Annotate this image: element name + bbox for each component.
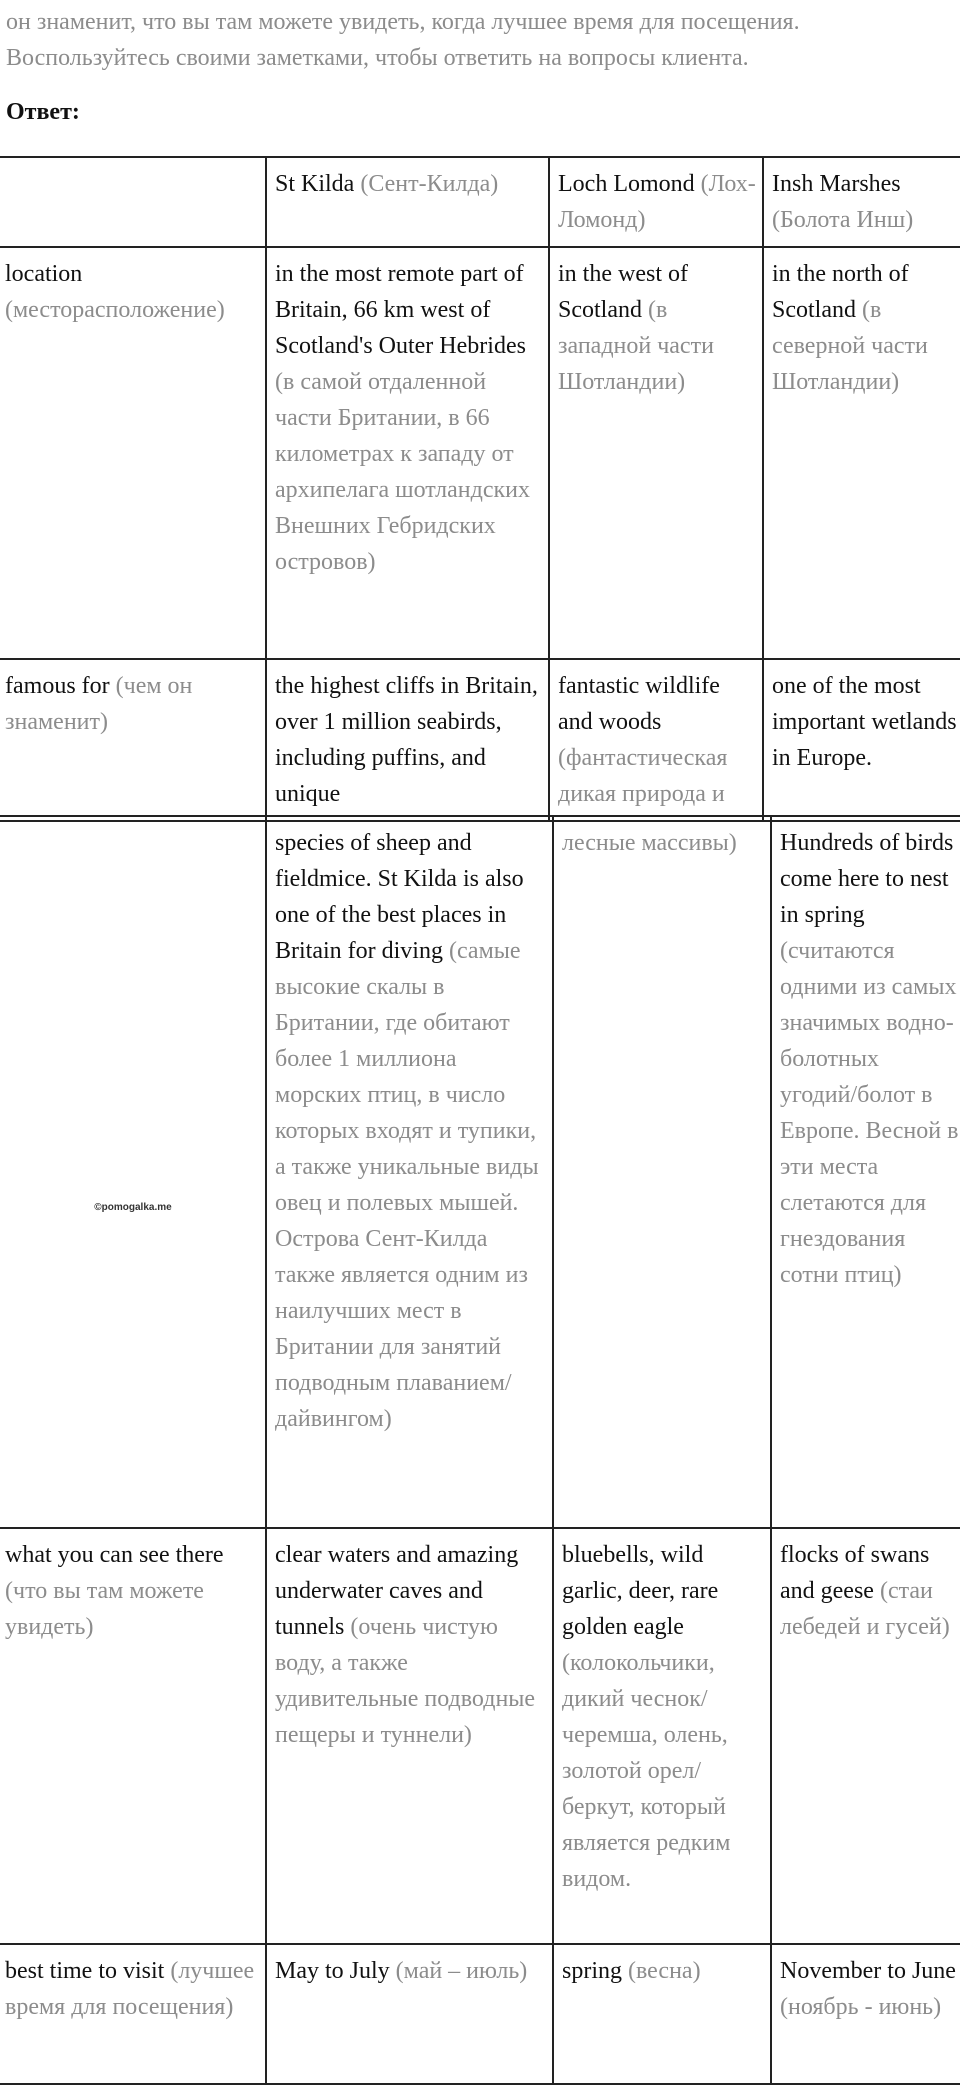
cell-ru: лесные массивы) bbox=[562, 830, 737, 856]
cell-ru: (май – июль) bbox=[395, 1958, 528, 1984]
row-label-best-time bbox=[0, 1944, 266, 2084]
row-label-empty bbox=[0, 816, 266, 1528]
cell-en: flocks of swans and geese bbox=[780, 1542, 930, 1604]
table-row-famous-for bbox=[0, 659, 960, 821]
cell-en: in the west of Scotland bbox=[558, 261, 688, 323]
cell-ru: (считаются одними из самых значимых водно-болотных угодий/болот в Европе. Весной в эти места слетаются для гнездования сотни птиц) bbox=[780, 938, 959, 1288]
cell-insh-marshes-famous-continued bbox=[771, 816, 960, 1528]
header-insh-marshes bbox=[763, 157, 960, 247]
header-ru: (Лох-Ломонд) bbox=[558, 171, 756, 233]
header-loch-lomond bbox=[549, 157, 763, 247]
row-label-en: location bbox=[5, 261, 83, 287]
header-empty-cell bbox=[0, 157, 266, 247]
cell-en: one of the most important wetlands in Europe. bbox=[772, 673, 957, 771]
row-label-en: best time to visit bbox=[5, 1958, 165, 1984]
cell-loch-lomond-famous-continued bbox=[553, 816, 771, 1528]
cell-en: species of sheep and fieldmice. St Kilda is also one of the best places in Britain for diving bbox=[275, 830, 524, 964]
table-row-location bbox=[0, 247, 960, 659]
cell-ru: (в самой отдаленной части Британии, в 66 километрах к западу от архипелага шотландских Внешних Гебридских островов) bbox=[275, 369, 531, 575]
table-row-best-time bbox=[0, 1944, 960, 2084]
cell-st-kilda-famous-continued bbox=[266, 816, 553, 1528]
cell-en: May to July bbox=[275, 1958, 390, 1984]
cell-en: Hundreds of birds come here to nest in spring bbox=[780, 830, 954, 928]
header-st-kilda bbox=[266, 157, 549, 247]
cell-ru: (очень чистую воду, а также удивительные подводные пещеры и туннели) bbox=[275, 1614, 536, 1748]
row-label-ru: (что вы там можете увидеть) bbox=[5, 1578, 204, 1640]
cell-ru: (самые высокие скалы в Британии, где обитают более 1 миллиона морских птиц, в число которых входят и тупики, а также уникальные виды овец и полевых мышей. Острова Сент-Килда также является одним из наилучших мест в Британии для занятий подводным плаванием/дайвингом) bbox=[275, 938, 539, 1432]
answer-label: Ответ: bbox=[6, 99, 80, 125]
cell-en: bluebells, wild garlic, deer, rare golden eagle bbox=[562, 1542, 719, 1640]
cell-loch-lomond-location bbox=[549, 247, 763, 659]
intro-line-1: он знаменит, что вы там можете увидеть, когда лучшее время для посещения. bbox=[6, 9, 800, 35]
cell-en: in the north of Scotland bbox=[772, 261, 909, 323]
header-en: St Kilda bbox=[275, 171, 355, 197]
cell-en: fantastic wildlife and woods bbox=[558, 673, 720, 735]
row-label-en: famous for bbox=[5, 673, 110, 699]
intro-text bbox=[6, 4, 956, 76]
cell-insh-marshes-location bbox=[763, 247, 960, 659]
cell-ru: (стаи лебедей и гусей) bbox=[780, 1578, 950, 1640]
intro-line-2: Воспользуйтесь своими заметками, чтобы ответить на вопросы клиента. bbox=[6, 45, 749, 71]
answer-table-part-2 bbox=[0, 815, 960, 2085]
cell-loch-lomond-famous bbox=[549, 659, 763, 821]
cell-ru: (фантастическая дикая природа и bbox=[558, 745, 728, 807]
cell-loch-lomond-see bbox=[553, 1528, 771, 1944]
row-label-ru: (лучшее время для посещения) bbox=[5, 1958, 255, 2020]
header-ru: (Сент-Килда) bbox=[360, 171, 499, 197]
row-label-famous-for bbox=[0, 659, 266, 821]
row-label-en: what you can see there bbox=[5, 1542, 224, 1568]
cell-ru: (в западной части Шотландии) bbox=[558, 297, 714, 395]
cell-en: clear waters and amazing underwater caves and tunnels bbox=[275, 1542, 519, 1640]
cell-ru: (ноябрь - июнь) bbox=[780, 1994, 942, 2020]
row-label-location bbox=[0, 247, 266, 659]
cell-ru: (в северной части Шотландии) bbox=[772, 297, 928, 395]
cell-en: November to June bbox=[780, 1958, 956, 1984]
cell-st-kilda-best-time bbox=[266, 1944, 553, 2084]
cell-en: the highest cliffs in Britain, over 1 million seabirds, including puffins, and unique bbox=[275, 673, 538, 807]
cell-en: spring bbox=[562, 1958, 622, 1984]
cell-en: in the most remote part of Britain, 66 km west of Scotland's Outer Hebrides bbox=[275, 261, 526, 359]
cell-insh-marshes-best-time bbox=[771, 1944, 960, 2084]
cell-insh-marshes-see bbox=[771, 1528, 960, 1944]
row-label-what-you-can-see bbox=[0, 1528, 266, 1944]
row-label-ru: (месторасположение) bbox=[5, 297, 225, 323]
table-row-famous-for-continued bbox=[0, 816, 960, 1528]
cell-st-kilda-see bbox=[266, 1528, 553, 1944]
watermark-text: ©pomogalka.me bbox=[94, 1202, 172, 1213]
header-en: Loch Lomond bbox=[558, 171, 695, 197]
cell-st-kilda-location bbox=[266, 247, 549, 659]
row-label-ru: (чем он знаменит) bbox=[5, 673, 193, 735]
cell-loch-lomond-best-time bbox=[553, 1944, 771, 2084]
cell-insh-marshes-famous bbox=[763, 659, 960, 821]
header-ru: (Болота Инш) bbox=[772, 207, 914, 233]
table-header-row bbox=[0, 157, 960, 247]
header-en: Insh Marshes bbox=[772, 171, 901, 197]
answer-table-part-1 bbox=[0, 156, 960, 822]
cell-ru: (колокольчики, дикий чеснок/черемша, олень, золотой орел/беркут, который является редким видом. bbox=[562, 1650, 731, 1892]
table-row-what-you-can-see bbox=[0, 1528, 960, 1944]
cell-ru: (весна) bbox=[628, 1958, 701, 1984]
cell-st-kilda-famous bbox=[266, 659, 549, 821]
